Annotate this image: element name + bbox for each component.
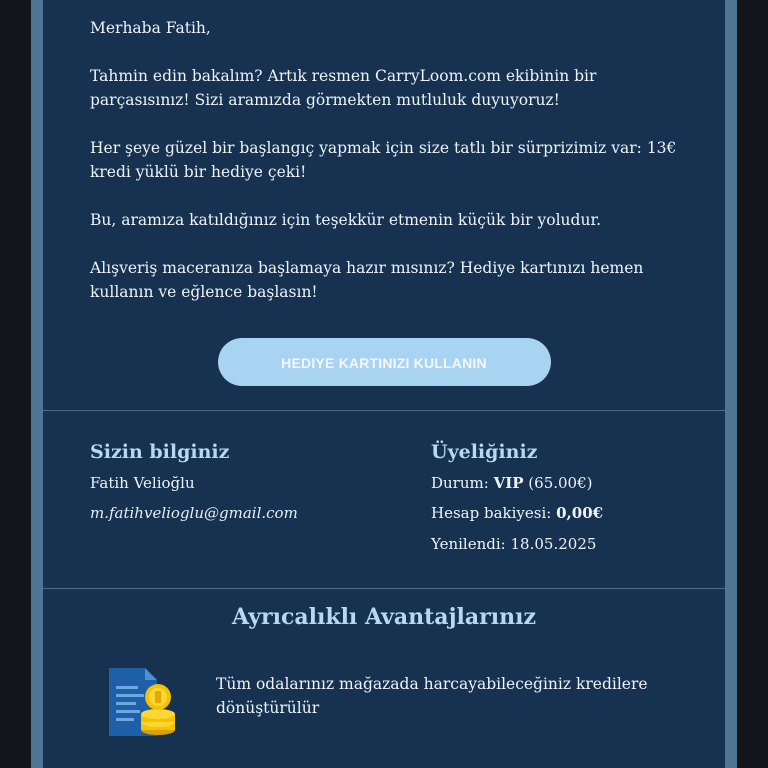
benefit-text: Tüm odalarınız mağazada harcayabileceğiniz kredilere dönüştürülür bbox=[216, 675, 648, 717]
document-coins-icon bbox=[107, 664, 179, 744]
renewal-value: 18.05.2025 bbox=[510, 535, 597, 553]
intro-paragraph: Her şeye güzel bir başlangıç yapmak için size tatlı bir sürprizimiz var: 13€ kredi yüklü bir hediye çeki! bbox=[90, 139, 677, 181]
status-value: VIP bbox=[493, 474, 524, 492]
email-card bbox=[43, 0, 725, 768]
balance-label: Hesap bakiyesi: bbox=[431, 504, 552, 522]
renewal-date bbox=[431, 535, 596, 553]
status-label: Durum: bbox=[431, 474, 489, 492]
intro-paragraph: Alışveriş maceranıza başlamaya hazır mısınız? Hediye kartınızı hemen kullanın ve eğlence başlasın! bbox=[90, 259, 644, 301]
greeting: Merhaba Fatih, bbox=[90, 19, 211, 37]
user-email[interactable]: m.fatihvelioglu@gmail.com bbox=[90, 504, 298, 522]
balance-value: 0,00€ bbox=[556, 504, 604, 522]
cta-container bbox=[43, 338, 725, 386]
status-price: (65.00€) bbox=[528, 474, 593, 492]
account-balance bbox=[431, 504, 603, 522]
info-title: Sizin bilginiz bbox=[90, 441, 230, 463]
intro-section bbox=[90, 16, 690, 328]
intro-paragraph: Tahmin edin bakalım? Artık resmen CarryLoom.com ekibinin bir parçasısınız! Sizi aramızda görmekten mutluluk duyuyoruz! bbox=[90, 67, 597, 109]
divider bbox=[43, 410, 725, 411]
benefits-title: Ayrıcalıklı Avantajlarınız bbox=[232, 604, 536, 630]
intro-paragraph: Bu, aramıza katıldığınız için teşekkür etmenin küçük bir yoludur. bbox=[90, 211, 602, 229]
renewal-label: Yenilendi: bbox=[431, 535, 506, 553]
membership-status bbox=[431, 474, 593, 492]
membership-title: Üyeliğiniz bbox=[431, 441, 538, 463]
divider bbox=[43, 588, 725, 589]
user-name: Fatih Velioğlu bbox=[90, 474, 195, 492]
redeem-gift-card-button[interactable]: HEDIYE KARTINIZI KULLANIN bbox=[218, 338, 551, 386]
